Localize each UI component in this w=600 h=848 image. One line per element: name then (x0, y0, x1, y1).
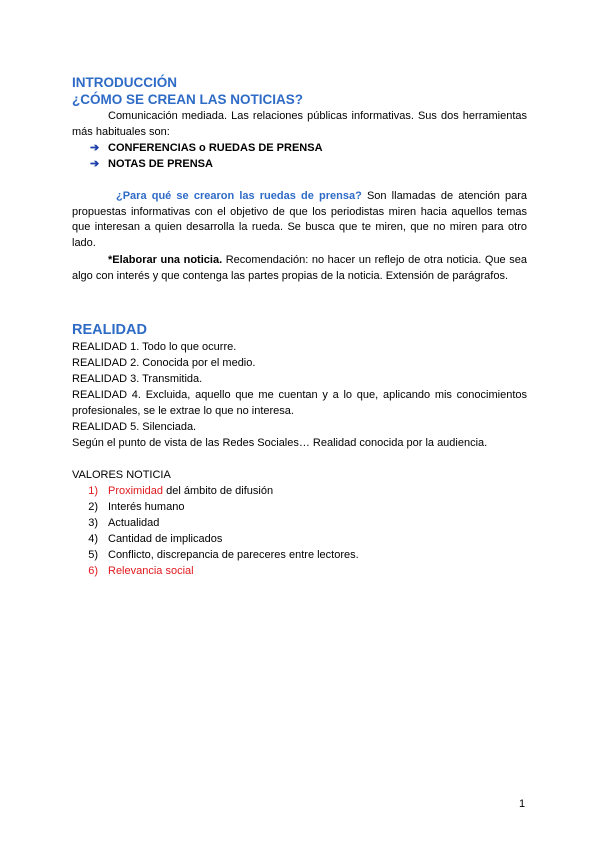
list-number: 1) (88, 485, 98, 497)
paragraph-ruedas-prensa (72, 189, 527, 251)
list-number: 3) (88, 517, 98, 529)
list-text: Conflicto, discrepancia de pareceres entre lectores. (108, 549, 359, 561)
elaborar-text: Recomendación: no hacer un reflejo de otra noticia. Que sea algo con interés y que contenga las partes propias de la noticia. Extensión de parágrafos. (72, 254, 527, 282)
list-text: Interés humano (108, 501, 185, 513)
realidad-line: Según el punto de vista de las Redes Sociales… Realidad conocida por la audiencia. (72, 437, 488, 449)
bullet-list-herramientas (72, 141, 323, 173)
elaborar-bold: *Elaborar una noticia. (108, 254, 223, 266)
paragraph-elaborar-noticia (72, 253, 527, 284)
list-number: 2) (88, 501, 98, 513)
page-number: 1 (519, 798, 526, 810)
question-answer: Son llamadas de atención para propuestas informativas con el objetivo de que los periodistas miren hacia aquellos temas que interesan a quien desarrolla la rueda. Se busca que te miren, que no miren para otro lado. (72, 190, 527, 249)
heading-valores-noticia: VALORES NOTICIA (72, 469, 171, 481)
list-item (72, 532, 359, 548)
question-text: ¿Para qué se crearon las ruedas de prensa? (116, 190, 362, 202)
bullet-text: CONFERENCIAS o RUEDAS DE PRENSA (108, 142, 323, 155)
realidad-line: REALIDAD 2. Conocida por el medio. (72, 357, 256, 369)
list-item (72, 548, 359, 564)
list-number: 6) (88, 565, 98, 577)
bullet-item (72, 157, 323, 173)
list-text: del ámbito de difusión (163, 485, 274, 497)
realidad-line: REALIDAD 4. Excluida, aquello que me cuentan y a lo que, aplicando mis conocimientos profesionales, se le extrae lo que no interesa. (72, 389, 527, 417)
list-item (72, 500, 359, 516)
list-text: Actualidad (108, 517, 160, 529)
list-number: 5) (88, 549, 98, 561)
realidad-line: REALIDAD 3. Transmitida. (72, 373, 203, 385)
list-item (72, 484, 359, 500)
heading-introduccion: INTRODUCCIÓN (72, 75, 177, 90)
paragraph-comunicacion: Comunicación mediada. Las relaciones públicas informativas. Sus dos herramientas más habituales son: (72, 110, 527, 138)
list-text: Cantidad de implicados (108, 533, 223, 545)
highlight-text: Proximidad (108, 485, 164, 497)
arrow-right-icon: ➔ (90, 142, 100, 155)
bullet-item (72, 141, 323, 157)
heading-realidad: REALIDAD (72, 322, 147, 338)
list-number: 4) (88, 533, 98, 545)
valores-list (72, 484, 359, 580)
list-item (72, 564, 359, 580)
list-item (72, 516, 359, 532)
realidad-line: REALIDAD 5. Silenciada. (72, 421, 197, 433)
bullet-text: NOTAS DE PRENSA (108, 158, 213, 171)
highlight-text: Relevancia social (108, 565, 194, 577)
arrow-right-icon: ➔ (90, 158, 100, 171)
realidad-line: REALIDAD 1. Todo lo que ocurre. (72, 341, 237, 353)
heading-como-se-crean: ¿CÓMO SE CREAN LAS NOTICIAS? (72, 92, 304, 107)
